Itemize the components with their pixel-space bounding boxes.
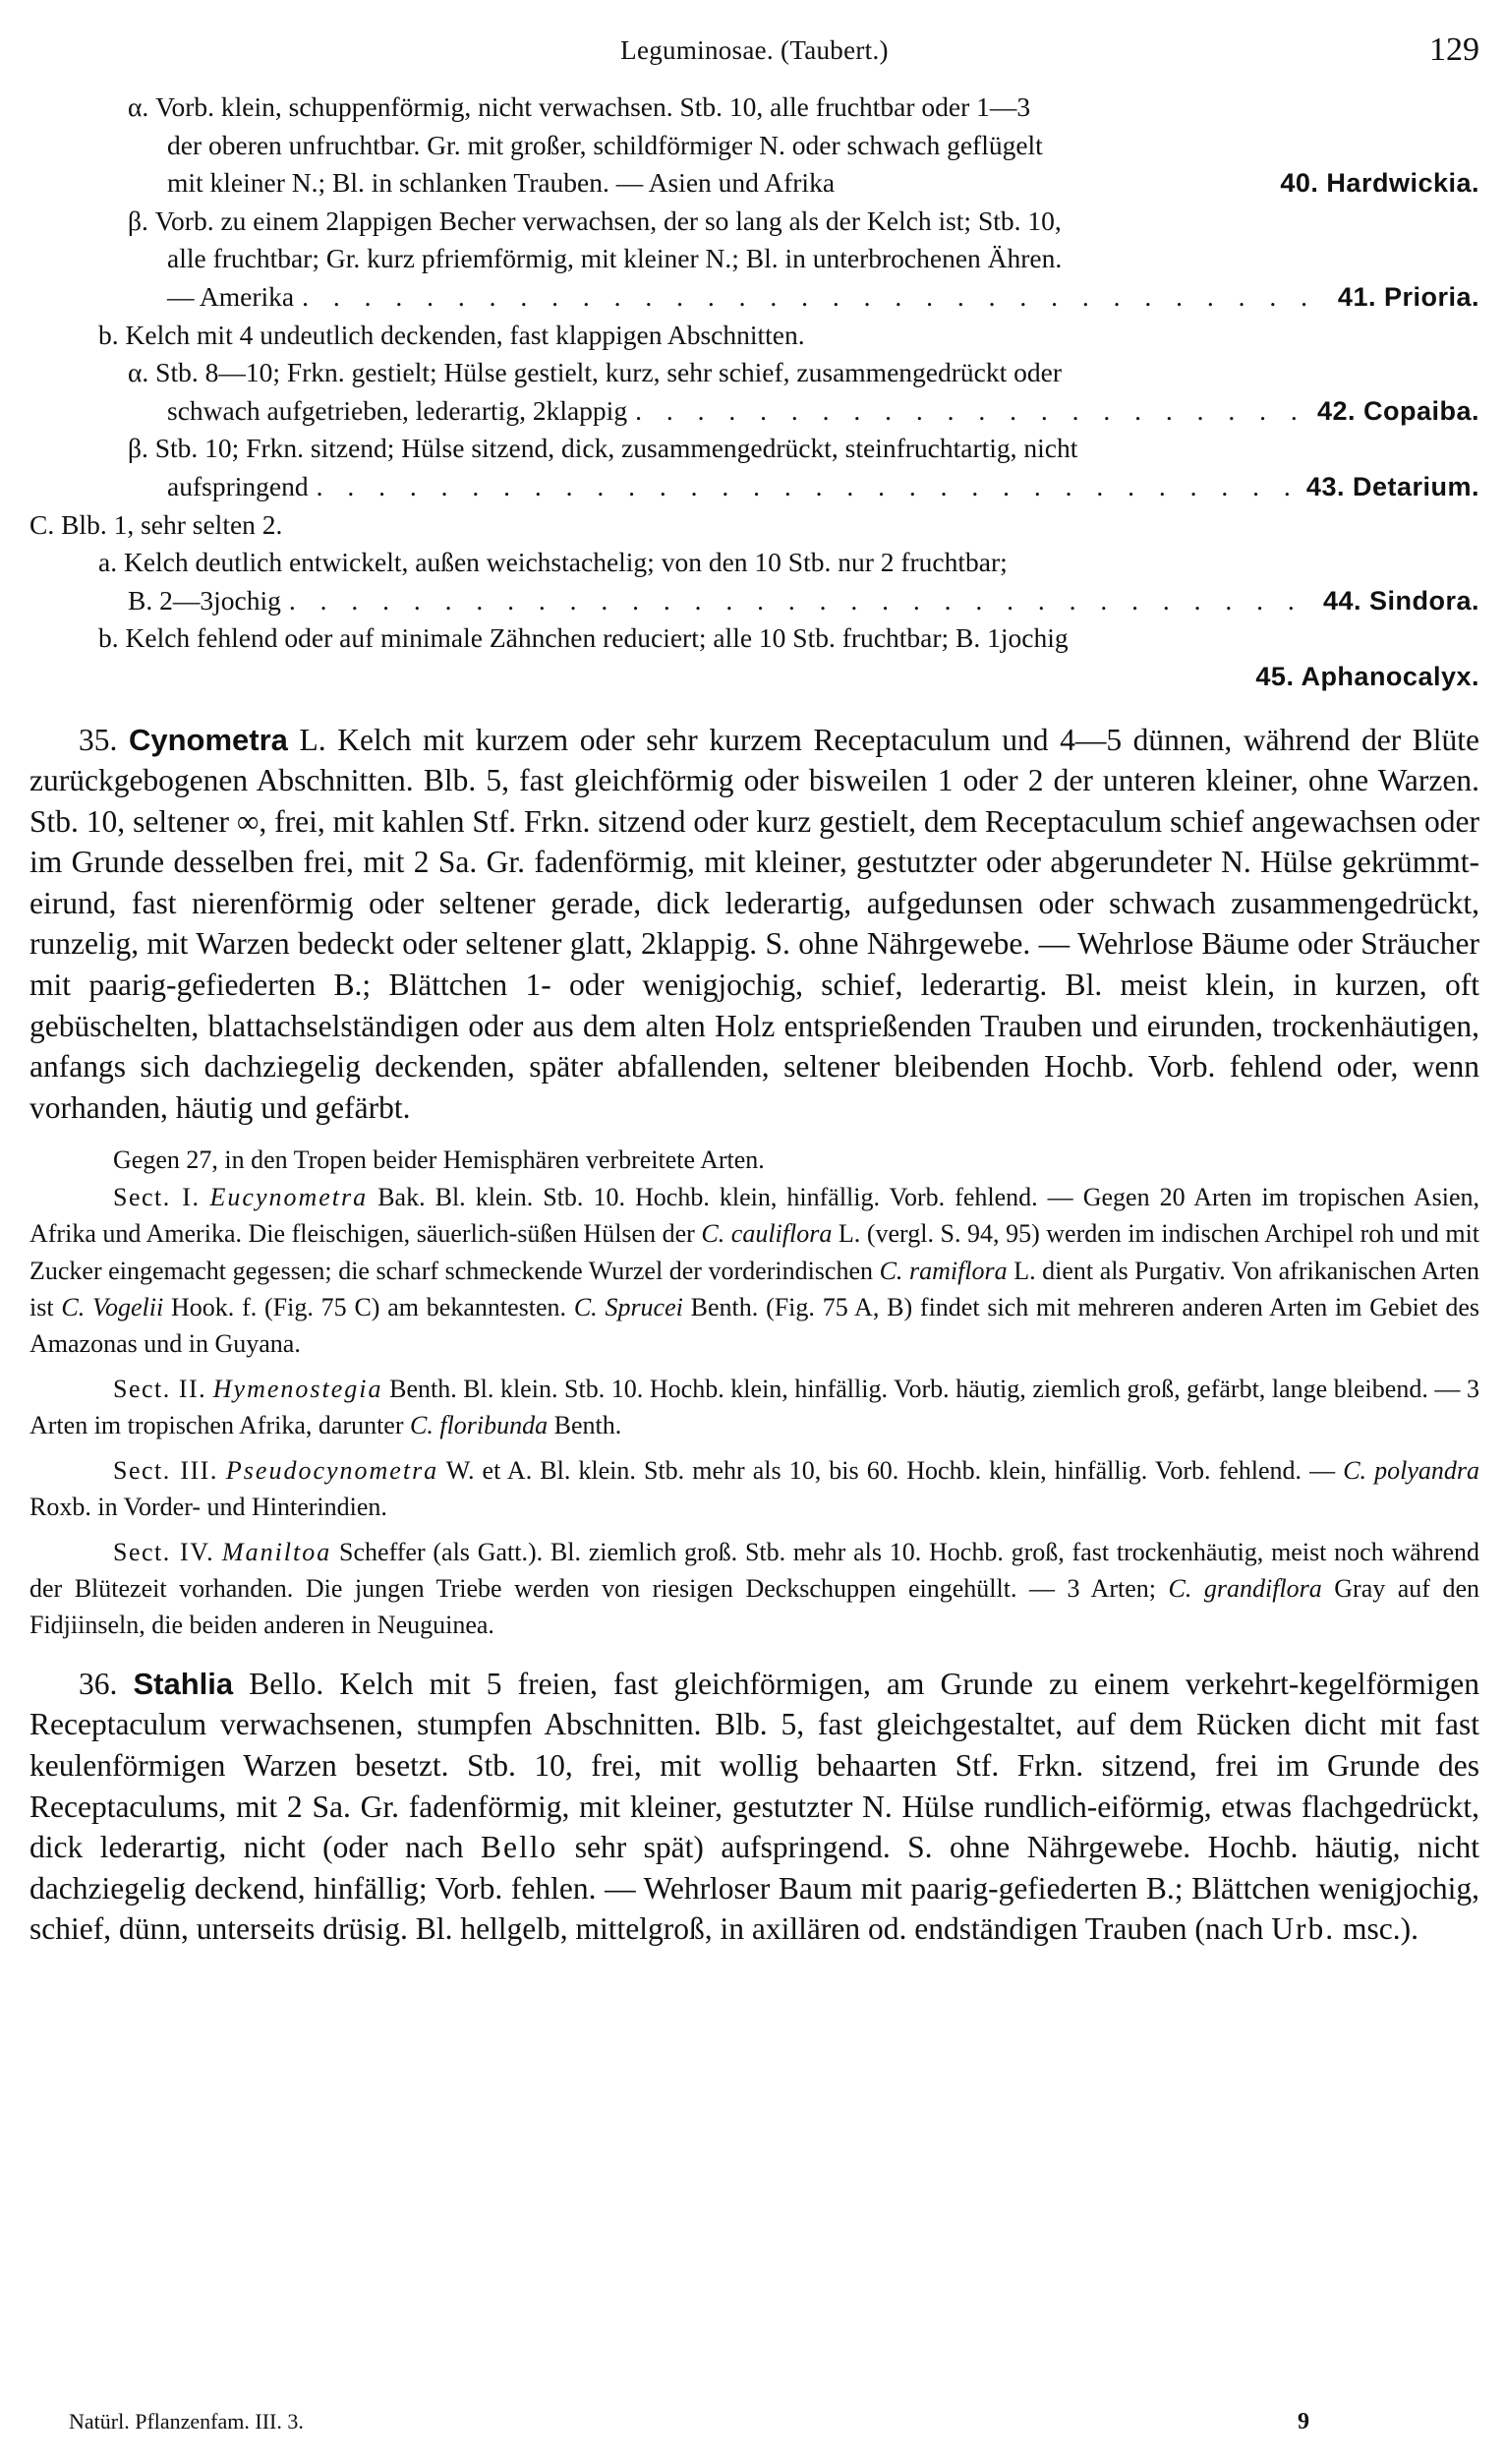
- genus-number: 35.: [79, 722, 118, 757]
- genus-name: Stahlia: [133, 1666, 234, 1701]
- section-name: Eucynometra: [209, 1182, 369, 1211]
- section-label: Sect. I.: [113, 1182, 201, 1211]
- section-label: Sect. II.: [113, 1374, 207, 1403]
- key-line: [29, 468, 1479, 506]
- section-text: Bak. Bl. klein. Stb. 10. Hochb. klein, hinfällig. Vorb. fehlend. — Gegen 20 Arten im tropischen Asien, Afrika und Amerika. Die fleischigen, säuerlich-süßen Hülsen der: [29, 1182, 1480, 1249]
- genus-text: sehr spät) aufspringend. S. ohne Nährgewebe. Hochb. häutig, nicht dachziegelig deckend, hinfällig; Vorb. fehlen. — Wehrloser Baum mit paarig-gefiederten B.; Blättchen wenigjochig, schief, dünn, unterseits drüsig. Bl. hellgelb, mittelgroß, in axillären od. endständigen Trauben (nach: [29, 1830, 1480, 1947]
- author-name: Urb.: [1271, 1911, 1336, 1947]
- key-line: b. Kelch mit 4 undeutlich deckenden, fast klappigen Abschnitten.: [98, 319, 805, 350]
- section-paragraph: [29, 1452, 1479, 1526]
- section-text: Gray auf den Fidjiinseln, die beiden anderen in Neuguinea.: [29, 1573, 1480, 1640]
- section-text: L. dient als Purgativ. Von afrikanischen Arten ist: [29, 1256, 1480, 1322]
- distribution-note: Gegen 27, in den Tropen beider Hemisphären verbreitete Arten.: [113, 1145, 765, 1175]
- section-text: Hook. f. (Fig. 75 C) am bekanntesten.: [171, 1293, 567, 1322]
- section-name: Hymenostegia: [212, 1374, 383, 1403]
- key-line: [29, 582, 1479, 620]
- genus-reference: 45. Aphanocalyx.: [1255, 661, 1479, 691]
- section-paragraph: [29, 1534, 1479, 1644]
- key-line: [29, 164, 1479, 203]
- key-line: β. Stb. 10; Frkn. sitzend; Hülse sitzend, dick, zusammengedrückt, steinfruchtartig, nicht: [128, 433, 1078, 464]
- key-line: β. Vorb. zu einem 2lappigen Becher verwachsen, der so lang als der Kelch ist; Stb. 10,: [128, 205, 1062, 236]
- species-name: C. polyandra: [1343, 1455, 1480, 1485]
- section-paragraph: [29, 1371, 1479, 1444]
- key-line: der oberen unfruchtbar. Gr. mit großer, schildförmiger N. oder schwach geflügelt: [167, 129, 1043, 160]
- section-paragraph: [29, 1179, 1479, 1363]
- key-line: alle fruchtbar; Gr. kurz pfriemförmig, mit kleiner N.; Bl. in unterbrochenen Ähren.: [167, 243, 1063, 274]
- section-text: L. (vergl. S. 94, 95) werden im indischen Archipel roh und mit Zucker eingemacht gegessen; die scharf schmeckende Wurzel der vorderindischen: [29, 1219, 1480, 1285]
- series-title: Natürl. Pflanzenfam. III. 3.: [69, 2409, 304, 2434]
- section-text: Scheffer (als Gatt.). Bl. ziemlich groß. Stb. mehr als 10. Hochb. groß, fast trockenhäutig, meist noch während der Blütezeit vorhanden. Die jungen Triebe werden von riesigen Deckschuppen eingehüllt. — 3 Arten;: [29, 1537, 1480, 1603]
- section-text: Benth.: [553, 1411, 622, 1440]
- section-text: W. et A. Bl. klein. Stb. mehr als 10, bis 60. Hochb. klein, hinfällig. Vorb. fehlend. —: [445, 1455, 1336, 1485]
- key-text: aufspringend: [167, 470, 309, 501]
- key-line: b. Kelch fehlend oder auf minimale Zähnchen reduciert; alle 10 Stb. fruchtbar; B. 1jochig: [98, 622, 1069, 654]
- key-line: [29, 392, 1479, 431]
- key-line: C. Blb. 1, sehr selten 2.: [29, 508, 283, 540]
- genus-number: 36.: [79, 1666, 118, 1701]
- leader-dots: [317, 468, 1299, 506]
- cynometra-sections: [29, 1142, 1479, 1643]
- species-name: C. ramiflora: [879, 1256, 1008, 1285]
- leader-dots: [635, 392, 1309, 431]
- author-name: Bello: [481, 1830, 558, 1865]
- genus-description-stahlia: [29, 1664, 1479, 1950]
- section-text: Benth. Bl. klein. Stb. 10. Hochb. klein, hinfällig. Vorb. häutig, ziemlich groß, gefärbt, lange bleibend. — 3 Arten im tropischen Afrika, darunter: [29, 1374, 1479, 1440]
- key-line: α. Stb. 8—10; Frkn. gestielt; Hülse gestielt, kurz, sehr schief, zusammengedrückt oder: [128, 357, 1062, 388]
- key-text: schwach aufgetrieben, lederartig, 2klappig: [167, 394, 628, 426]
- species-name: C. floribunda: [410, 1411, 549, 1440]
- species-name: C. Sprucei: [573, 1293, 683, 1322]
- genus-description-cynometra: [29, 720, 1479, 1129]
- key-line: [29, 658, 1479, 696]
- sheet-signature: 9: [1298, 2409, 1309, 2435]
- key-text: B. 2—3jochig: [128, 584, 281, 616]
- running-title: Leguminosae. (Taubert.): [620, 35, 889, 65]
- section-text: Benth. (Fig. 75 A, B) findet sich mit mehreren anderen Arten im Gebiet des Amazonas und in Guyana.: [29, 1293, 1480, 1359]
- page-header: [29, 20, 1479, 88]
- genus-reference: 40. Hardwickia.: [1280, 168, 1479, 199]
- genus-reference: 41. Prioria.: [1337, 281, 1479, 312]
- key-line: a. Kelch deutlich entwickelt, außen weichstachelig; von den 10 Stb. nur 2 fruchtbar;: [98, 547, 1008, 578]
- leader-dots: [302, 278, 1330, 317]
- key-text: mit kleiner N.; Bl. in schlanken Trauben. — Asien und Afrika: [167, 167, 836, 199]
- section-name: Pseudocynometra: [225, 1455, 439, 1485]
- genus-text: L. Kelch mit kurzem oder sehr kurzem Receptaculum und 4—5 dünnen, während der Blüte zurückgebogenen Abschnitten. Blb. 5, fast gleichförmig oder bisweilen 1 oder 2 der unteren kleiner, ohne Warzen. Stb. 10, seltener ∞, frei, mit kahlen Stf. Frkn. sitzend oder kurz gestielt, dem Receptaculum schief angewachsen oder im Grunde desselben frei, mit 2 Sa. Gr. fadenförmig, mit kleiner, gestutzter oder abgerundeter N. Hülse gekrümmt-eirund, fast nierenförmig oder seltener gerade, dick lederartig, aufgedunsen oder schwach zusammengedrückt, runzelig, mit Warzen bedeckt oder seltener glatt, 2klappig. S. ohne Nährgewebe. — Wehrlose Bäume oder Sträucher mit paarig-gefiederten B.; Blättchen 1- oder wenigjochig, schief, lederartig. Bl. meist klein, in kurzen, oft gebüschelten, blattachselständigen oder aus dem alten Holz entsprießenden Trauben und eirunden, trockenhäutigen, anfangs sich dachziegelig deckenden, später abfallenden, seltener bleibenden Hochb. Vorb. fehlend oder, wenn vorhanden, häutig und gefärbt.: [29, 722, 1480, 1125]
- genus-text: Bello. Kelch mit 5 freien, fast gleichförmigen, am Grunde zu einem verkehrt-kegelförmigen Receptaculum verwachsenen, stumpfen Abschnitten. Blb. 5, fast gleichgestaltet, auf dem Rücken dicht mit fast keulenförmigen Warzen besetzt. Stb. 10, frei, mit wollig behaarten Stf. Frkn. sitzend, frei im Grunde des Receptaculums, mit 2 Sa. Gr. fadenförmig, mit kleiner, gestutzter N. Hülse rundlich-eiförmig, etwas flachgedrückt, dick lederartig, nicht (oder nach: [29, 1666, 1479, 1865]
- key-line: [29, 278, 1479, 317]
- section-label: Sect. IV.: [113, 1537, 215, 1566]
- identification-key: [29, 88, 1479, 696]
- section-text: Roxb. in Vorder- und Hinterindien.: [29, 1493, 387, 1522]
- section-label: Sect. III.: [113, 1455, 218, 1485]
- genus-name: Cynometra: [128, 722, 288, 757]
- genus-reference: 42. Copaiba.: [1316, 395, 1479, 426]
- genus-reference: 43. Detarium.: [1305, 471, 1479, 501]
- key-text: — Amerika: [167, 280, 295, 312]
- species-name: C. cauliflora: [701, 1219, 833, 1249]
- section-name: Maniltoa: [221, 1537, 332, 1566]
- genus-text: msc.).: [1343, 1911, 1418, 1947]
- species-name: C. Vogelii: [61, 1293, 164, 1322]
- page: [29, 20, 1479, 2444]
- genus-reference: 44. Sindora.: [1322, 585, 1479, 616]
- species-name: C. grandiflora: [1168, 1573, 1322, 1603]
- key-line: α. Vorb. klein, schuppenförmig, nicht verwachsen. Stb. 10, alle fruchtbar oder 1—3: [128, 91, 1031, 122]
- page-number: 129: [1429, 31, 1479, 68]
- leader-dots: [289, 582, 1315, 620]
